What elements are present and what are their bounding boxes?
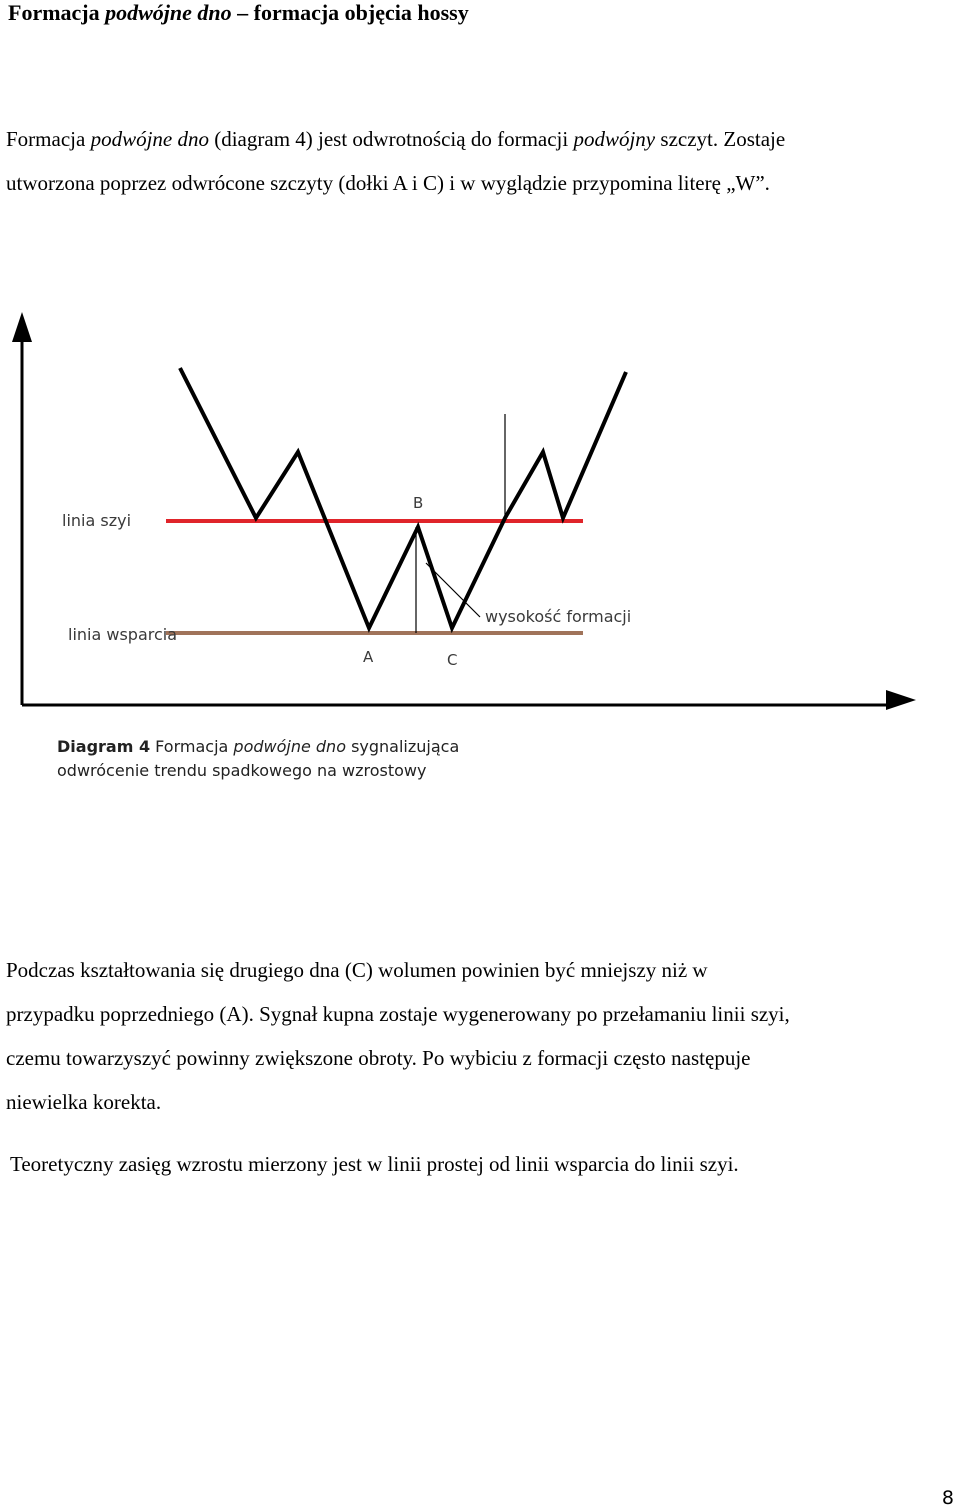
x-axis-arrow-icon bbox=[886, 690, 916, 710]
point-b-label: B bbox=[413, 494, 424, 512]
page-number: 8 bbox=[941, 1487, 954, 1509]
caption-line-2: odwrócenie trendu spadkowego na wzrostowy bbox=[57, 761, 427, 780]
body-paragraph bbox=[6, 948, 951, 1124]
chart-axes bbox=[12, 312, 916, 710]
heading-italic: podwójne dno bbox=[105, 0, 232, 25]
price-path bbox=[180, 368, 626, 628]
caption-line-1: Diagram 4 Formacja podwójne dno sygnalizująca bbox=[57, 737, 460, 756]
point-c-label: C bbox=[447, 651, 458, 669]
point-a-label: A bbox=[363, 648, 374, 666]
intro-line-1: Formacja podwójne dno (diagram 4) jest odwrotnością do formacji podwójny szczyt. Zostaje bbox=[6, 127, 786, 151]
range-paragraph: Teoretyczny zasięg wzrostu mierzony jest w linii prostej od linii wsparcia do linii szyi. bbox=[10, 1152, 739, 1176]
diagram-caption bbox=[57, 735, 459, 783]
page-heading: Formacja podwójne dno – formacja objęcia hossy bbox=[8, 0, 469, 25]
height-label: wysokość formacji bbox=[485, 607, 632, 626]
support-label: linia wsparcia bbox=[68, 625, 178, 644]
intro-line-2: utworzona poprzez odwrócone szczyty (dołki A i C) i w wyglądzie przypomina literę „W”. bbox=[6, 171, 770, 195]
body-line: Podczas kształtowania się drugiego dna (C) wolumen powinien być mniejszy niż w bbox=[6, 958, 708, 982]
double-bottom-diagram bbox=[0, 300, 960, 730]
body-line: niewielka korekta. bbox=[6, 1090, 162, 1114]
body-line: przypadku poprzedniego (A). Sygnał kupna zostaje wygenerowany po przełamaniu linii szyi, bbox=[6, 1002, 790, 1026]
y-axis-arrow-icon bbox=[12, 312, 32, 342]
neckline-label: linia szyi bbox=[62, 511, 132, 530]
intro-paragraph bbox=[6, 117, 951, 205]
body-line: czemu towarzyszyć powinny zwiększone obroty. Po wybiciu z formacji często następuje bbox=[6, 1046, 751, 1070]
